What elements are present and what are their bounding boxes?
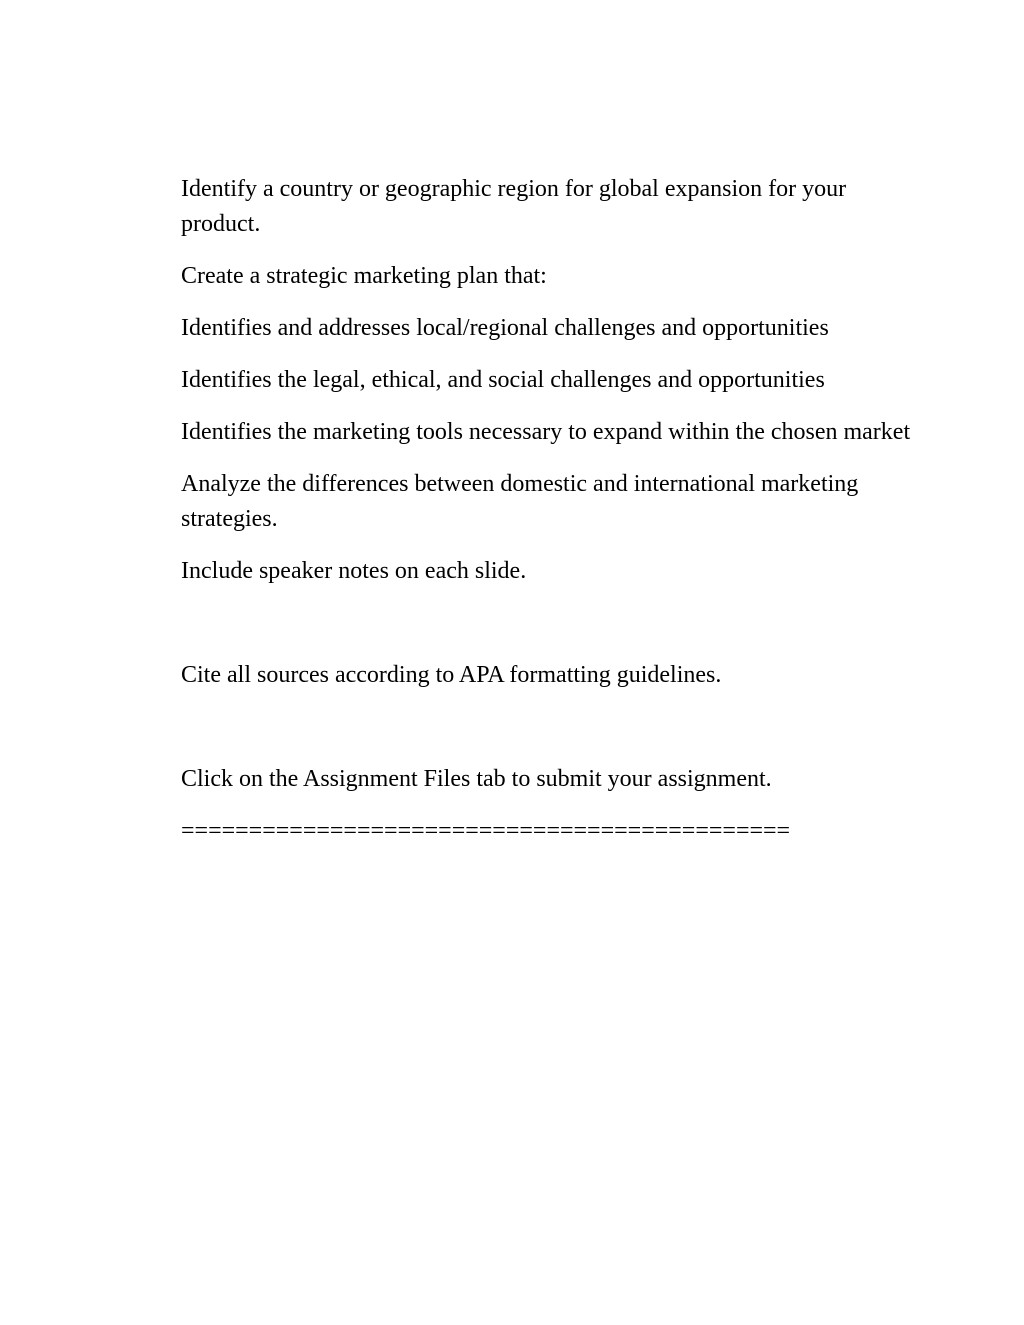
document-body (181, 172, 921, 849)
blank-line (181, 710, 921, 745)
paragraph-analyze-differences: Analyze the differences between domestic and international marketing strategies. (181, 471, 859, 532)
paragraph-speaker-notes: Include speaker notes on each slide. (181, 558, 527, 584)
paragraph-legal-challenges: Identifies the legal, ethical, and social challenges and opportunities (181, 367, 825, 393)
separator-line: ============================================= (181, 818, 791, 844)
paragraph-cite-sources: Cite all sources according to APA formatting guidelines. (181, 662, 722, 688)
blank-line (181, 606, 921, 641)
paragraph-create-plan: Create a strategic marketing plan that: (181, 263, 547, 289)
paragraph-identify-region: Identify a country or geographic region for global expansion for your product. (181, 176, 847, 237)
paragraph-marketing-tools: Identifies the marketing tools necessary to expand within the chosen market (181, 419, 911, 445)
paragraph-local-challenges: Identifies and addresses local/regional challenges and opportunities (181, 315, 829, 341)
paragraph-submit-assignment: Click on the Assignment Files tab to submit your assignment. (181, 766, 772, 792)
